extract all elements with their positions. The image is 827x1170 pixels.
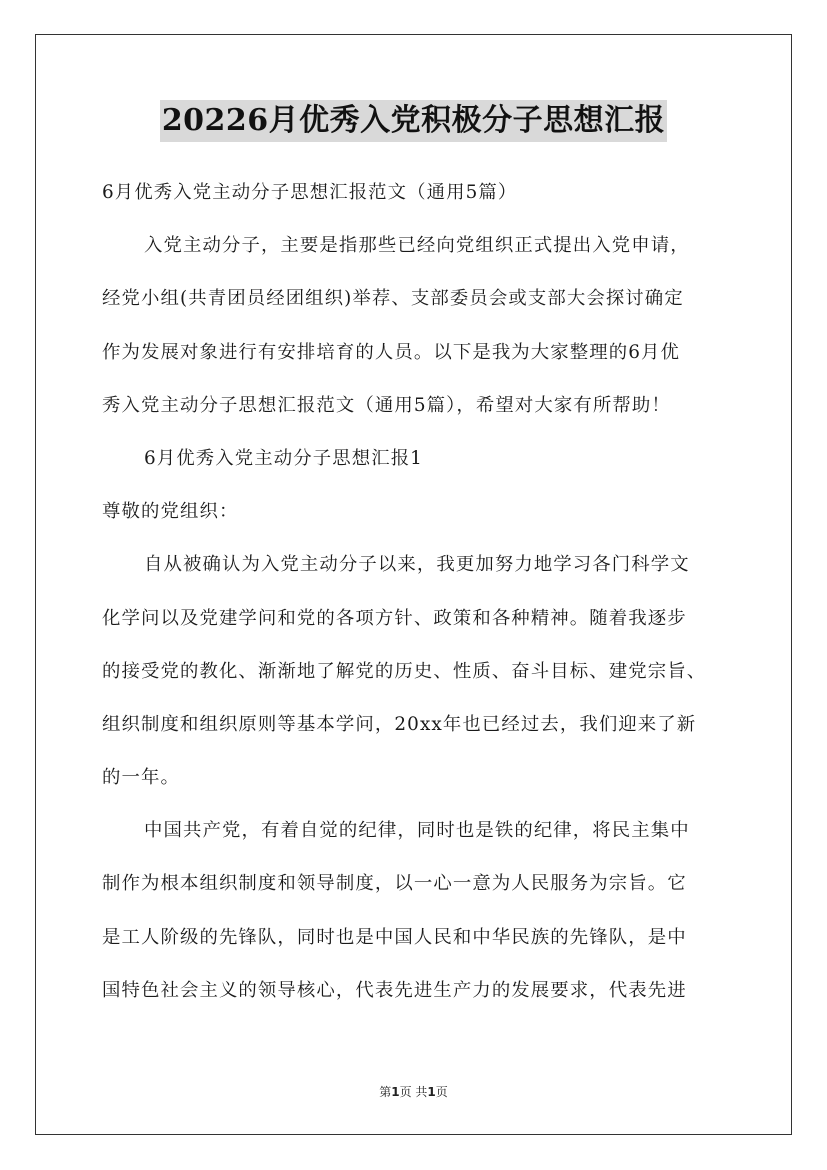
paragraph-line: 作为发展对象进行有安排培育的人员。以下是我为大家整理的6月优 bbox=[102, 341, 681, 363]
paragraph-line: 自从被确认为入党主动分子以来，我更加努力地学习各门科学文 bbox=[144, 554, 690, 576]
current-page-number: 1 bbox=[391, 1085, 400, 1099]
paragraph-line: 制作为根本组织制度和领导制度，以一心一意为人民服务为宗旨。它 bbox=[102, 873, 687, 895]
paragraph-line: 的一年。 bbox=[102, 767, 180, 789]
section-heading: 6月优秀入党主动分子思想汇报1 bbox=[144, 447, 423, 469]
paragraph-line: 是工人阶级的先锋队，同时也是中国人民和中华民族的先锋队，是中 bbox=[102, 926, 687, 948]
page-prefix: 第 bbox=[379, 1085, 392, 1099]
paragraph-line: 经党小组(共青团员经团组织)举荐、支部委员会或支部大会探讨确定 bbox=[102, 288, 684, 310]
paragraph-line: 组织制度和组织原则等基本学问，20xx年也已经过去，我们迎来了新 bbox=[102, 713, 697, 735]
paragraph-line: 中国共产党，有着自觉的纪律，同时也是铁的纪律，将民主集中 bbox=[144, 820, 690, 842]
document-body bbox=[102, 166, 732, 1017]
total-page-number: 1 bbox=[427, 1085, 436, 1099]
paragraph-line: 化学问以及党建学问和党的各项方针、政策和各种精神。随着我逐步 bbox=[102, 607, 687, 629]
paragraph-line: 的接受党的教化、渐渐地了解党的历史、性质、奋斗目标、建党宗旨、 bbox=[102, 660, 707, 682]
page-footer bbox=[0, 1084, 827, 1100]
page-suffix: 页 bbox=[435, 1085, 448, 1099]
salutation-line: 尊敬的党组织： bbox=[102, 501, 239, 523]
paragraph-line: 国特色社会主义的领导核心，代表先进生产力的发展要求，代表先进 bbox=[102, 979, 687, 1001]
page-mid-text: 页 共 bbox=[399, 1085, 428, 1099]
paragraph-line: 入党主动分子，主要是指那些已经向党组织正式提出入党申请， bbox=[144, 235, 690, 257]
title-container bbox=[0, 100, 827, 142]
document-title: 20226月优秀入党积极分子思想汇报 bbox=[160, 100, 667, 142]
paragraph-line: 秀入党主动分子思想汇报范文（通用5篇），希望对大家有所帮助！ bbox=[102, 394, 671, 416]
subtitle-line: 6月优秀入党主动分子思想汇报范文（通用5篇） bbox=[102, 182, 518, 203]
